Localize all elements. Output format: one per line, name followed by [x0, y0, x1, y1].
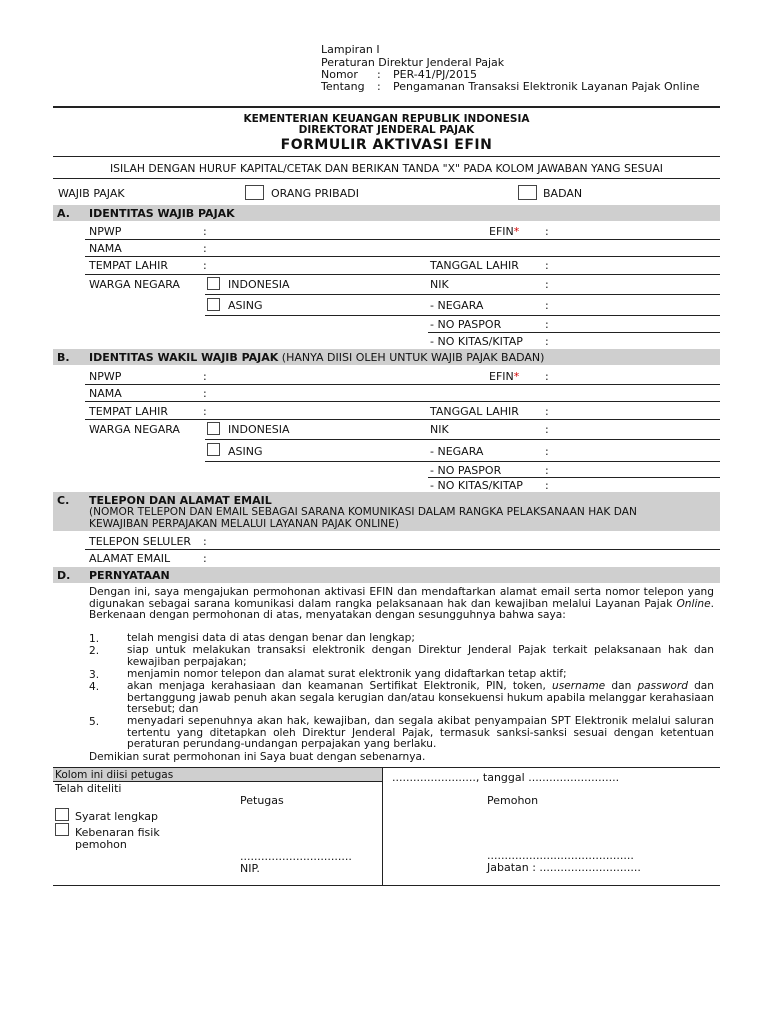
syarat-lengkap-checkbox[interactable]	[55, 808, 69, 821]
jabatan-label: Jabatan : .............................	[487, 861, 641, 874]
petugas-label: Petugas	[240, 794, 284, 807]
section-d-letter: D.	[57, 569, 71, 582]
a-npwp-line[interactable]	[85, 239, 720, 240]
section-c-note-1: (NOMOR TELEPON DAN EMAIL SEBAGAI SARANA KOMUNIKASI DALAM RANGKA PELAKSANAAN HAK DAN	[89, 506, 637, 518]
b-efin-label: EFIN*	[489, 370, 520, 383]
b-tempat-lahir-line[interactable]	[85, 419, 720, 420]
orang-pribadi-checkbox[interactable]	[245, 185, 264, 200]
section-b-title: IDENTITAS WAKIL WAJIB PAJAK (HANYA DIISI OLEH UNTUK WAJIB PAJAK BADAN)	[89, 351, 545, 364]
badan-checkbox[interactable]	[518, 185, 537, 200]
section-c-note-2: KEWAJIBAN PERPAJAKAN MELALUI LAYANAN PAJAK ONLINE)	[89, 518, 399, 530]
petugas-header-label: Kolom ini diisi petugas	[55, 769, 174, 781]
a-nik-label: NIK	[430, 278, 449, 291]
a-warga-negara-label: WARGA NEGARA	[89, 278, 180, 291]
b-indonesia-label: INDONESIA	[228, 423, 290, 436]
closing-statement: Demikian surat permohonan ini Saya buat dengan sebenarnya.	[89, 751, 426, 763]
section-b-letter: B.	[57, 351, 70, 364]
pemohon-label: Pemohon	[487, 794, 539, 807]
place-date-line: ........................, tanggal ..........................	[392, 771, 620, 784]
b-nik-line[interactable]	[205, 439, 720, 440]
pemohon-signature-line: ..........................................	[487, 849, 634, 862]
item-4-text: akan menjaga kerahasiaan dan keamanan Sertifikat Elektronik, PIN, token, username dan password dan bertanggung jawab penuh akan segala kerugian dan/atau konsekuensi hukum apabila melanggar kerahasiaan tersebut; dan	[127, 680, 714, 715]
a-negara-label: - NEGARA	[430, 299, 484, 312]
b-nik-label: NIK	[430, 423, 449, 436]
item-2-text: siap untuk melakukan transaksi elektronik dengan Direktur Jenderal Pajak terkait pelaksanaan hak dan kewajiban perpajakan;	[127, 644, 714, 668]
a-paspor-label: - NO PASPOR	[430, 318, 502, 331]
kebenaran-fisik-label-2: pemohon	[75, 838, 127, 851]
pernyataan-intro: Dengan ini, saya mengajukan permohonan aktivasi EFIN dan mendaftarkan alamat email serta nomor telepon yang digunakan sebagai sarana komunikasi dalam rangka pelaksanaan hak dan kewajiban melalui Layanan Pajak Online. Berkenaan dengan permohonan di atas, menyatakan dengan sesungguhnya bahwa saya:	[89, 586, 714, 621]
section-c-letter: C.	[57, 494, 70, 507]
item-1-text: telah mengisi data di atas dengan benar dan lengkap;	[127, 632, 415, 644]
a-paspor-line[interactable]	[428, 332, 720, 333]
b-warga-negara-label: WARGA NEGARA	[89, 423, 180, 436]
syarat-lengkap-label: Syarat lengkap	[75, 810, 158, 823]
telepon-line[interactable]	[85, 549, 720, 550]
ministry-title: KEMENTERIAN KEUANGAN REPUBLIK INDONESIA	[243, 113, 530, 125]
a-nik-line[interactable]	[205, 294, 720, 295]
item-5-number: 5.	[89, 716, 100, 728]
badan-label: BADAN	[543, 187, 583, 200]
peraturan-label: Peraturan Direktur Jenderal Pajak	[321, 56, 505, 69]
nomor-colon: :	[377, 68, 381, 81]
petugas-signature-line: ................................	[240, 850, 352, 863]
b-kitas-label: - NO KITAS/KITAP	[430, 479, 523, 492]
tentang-value: Pengamanan Transaksi Elektronik Layanan Pajak Online	[393, 80, 700, 93]
footer-divider	[382, 767, 383, 886]
b-nama-line[interactable]	[85, 401, 720, 402]
b-npwp-line[interactable]	[85, 384, 720, 385]
item-1-number: 1.	[89, 633, 100, 645]
tentang-colon: :	[377, 80, 381, 93]
a-indonesia-checkbox[interactable]	[207, 277, 220, 290]
b-tanggal-lahir-label: TANGGAL LAHIR	[430, 405, 519, 418]
nip-label: NIP.	[240, 862, 260, 875]
header-divider	[53, 106, 720, 108]
a-indonesia-label: INDONESIA	[228, 278, 290, 291]
section-d-title: PERNYATAAN	[89, 569, 170, 582]
a-negara-line[interactable]	[205, 315, 720, 316]
a-npwp-label: NPWP	[89, 225, 122, 238]
tentang-label: Tentang	[321, 80, 365, 93]
wajib-pajak-label: WAJIB PAJAK	[58, 187, 125, 200]
b-asing-label: ASING	[228, 445, 263, 458]
item-5-text: menyadari sepenuhnya akan hak, kewajiban, dan segala akibat penyampaian SPT Elektronik melalui saluran tertentu yang ditetapkan oleh Direktur Jenderal Pajak, termasuk sanksi-sanksi sesuai dengan ketentuan peraturan perundang-undangan perpajakan yang berlaku.	[127, 715, 714, 750]
orang-pribadi-label: ORANG PRIBADI	[271, 187, 359, 200]
a-tanggal-lahir-label: TANGGAL LAHIR	[430, 259, 519, 272]
form-title: FORMULIR AKTIVASI EFIN	[280, 137, 493, 153]
a-tempat-lahir-line[interactable]	[85, 274, 720, 275]
kebenaran-fisik-checkbox[interactable]	[55, 823, 69, 836]
email-label: ALAMAT EMAIL	[89, 552, 171, 565]
b-paspor-line[interactable]	[428, 477, 720, 478]
a-nama-label: NAMA	[89, 242, 122, 255]
item-3-text: menjamin nomor telepon dan alamat surat elektronik yang didaftarkan tetap aktif;	[127, 668, 567, 680]
b-npwp-label: NPWP	[89, 370, 122, 383]
nomor-value: PER-41/PJ/2015	[393, 68, 478, 81]
b-tempat-lahir-label: TEMPAT LAHIR	[89, 405, 169, 418]
a-efin-label: EFIN*	[489, 225, 520, 238]
a-kitas-label: - NO KITAS/KITAP	[430, 335, 523, 348]
section-a-title: IDENTITAS WAJIB PAJAK	[89, 207, 235, 220]
b-asing-checkbox[interactable]	[207, 443, 220, 456]
item-4-number: 4.	[89, 681, 100, 693]
directorate-title: DIREKTORAT JENDERAL PAJAK	[298, 124, 475, 136]
nomor-label: Nomor	[321, 68, 358, 81]
section-c-title: TELEPON DAN ALAMAT EMAIL	[89, 494, 272, 507]
instruction-text: ISILAH DENGAN HURUF KAPITAL/CETAK DAN BERIKAN TANDA "X" PADA KOLOM JAWABAN YANG SESUAI	[110, 162, 663, 175]
telepon-label: TELEPON SELULER	[89, 535, 192, 548]
b-indonesia-checkbox[interactable]	[207, 422, 220, 435]
item-3-number: 3.	[89, 669, 100, 681]
telah-diteliti-label: Telah diteliti	[55, 782, 122, 795]
b-nama-label: NAMA	[89, 387, 122, 400]
item-2-number: 2.	[89, 645, 100, 657]
a-tempat-lahir-label: TEMPAT LAHIR	[89, 259, 169, 272]
b-paspor-label: - NO PASPOR	[430, 464, 502, 477]
a-asing-checkbox[interactable]	[207, 298, 220, 311]
title-divider	[53, 156, 720, 157]
lampiran-label: Lampiran I	[321, 43, 380, 56]
a-nama-line[interactable]	[85, 256, 720, 257]
section-a-letter: A.	[57, 207, 70, 220]
kebenaran-fisik-label-1: Kebenaran fisik	[75, 826, 160, 839]
footer-bottom-border	[53, 885, 720, 886]
instruction-divider	[53, 178, 720, 179]
b-negara-label: - NEGARA	[430, 445, 484, 458]
a-asing-label: ASING	[228, 299, 263, 312]
b-negara-line[interactable]	[205, 461, 720, 462]
